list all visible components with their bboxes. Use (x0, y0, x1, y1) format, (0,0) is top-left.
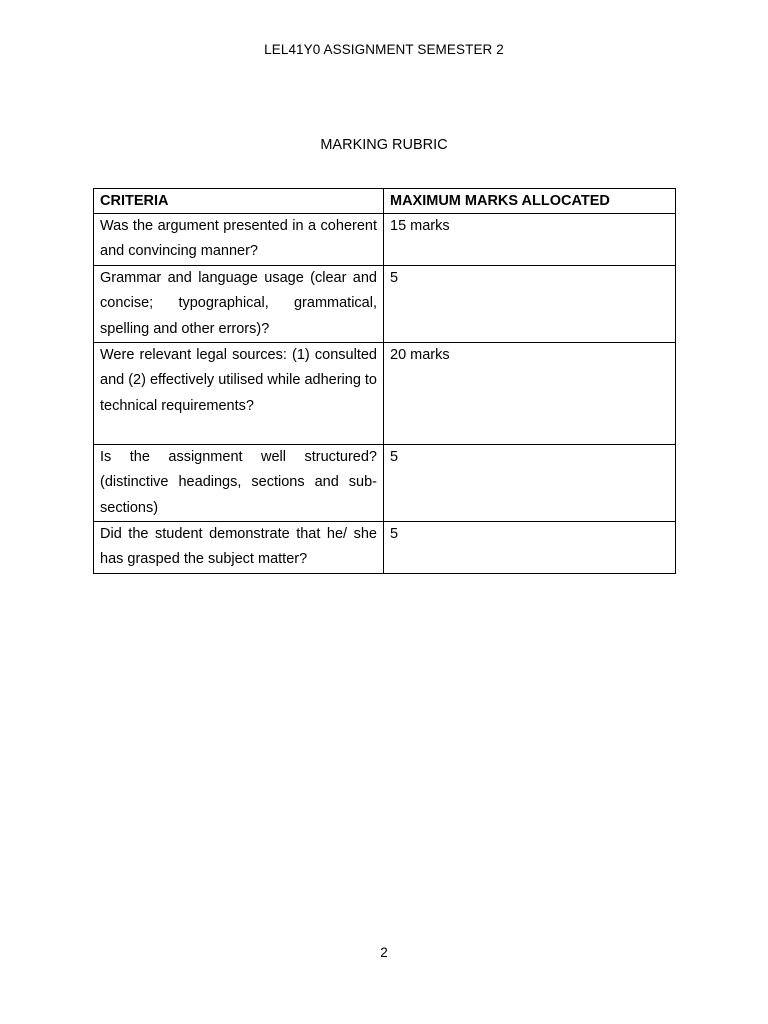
marks-cell: 15 marks (384, 214, 676, 266)
marks-cell: 20 marks (384, 343, 676, 445)
table-row (94, 343, 676, 445)
marking-rubric-table (93, 188, 676, 574)
table-row (94, 266, 676, 343)
marks-cell: 5 (384, 522, 676, 574)
criteria-cell: Did the student demonstrate that he/ she has grasped the subject matter? (94, 522, 384, 574)
page-header: LEL41Y0 ASSIGNMENT SEMESTER 2 (264, 42, 504, 57)
table-body (94, 214, 676, 574)
column-header-criteria: CRITERIA (94, 189, 384, 214)
table-header-row (94, 189, 676, 214)
criteria-cell: Grammar and language usage (clear and concise; typographical, grammatical, spelling and other errors)? (94, 266, 384, 343)
marks-cell: 5 (384, 266, 676, 343)
table-row (94, 522, 676, 574)
criteria-cell: Is the assignment well structured? (distinctive headings, sections and sub-sections) (94, 445, 384, 522)
table-header (94, 189, 676, 214)
criteria-cell: Were relevant legal sources: (1) consulted and (2) effectively utilised while adhering to technical requirements? (94, 343, 384, 445)
page-number: 2 (380, 945, 388, 960)
column-header-max-marks: MAXIMUM MARKS ALLOCATED (384, 189, 676, 214)
document-title: MARKING RUBRIC (320, 137, 448, 153)
table-row (94, 445, 676, 522)
marks-cell: 5 (384, 445, 676, 522)
table-row (94, 214, 676, 266)
criteria-cell: Was the argument presented in a coherent and convincing manner? (94, 214, 384, 266)
